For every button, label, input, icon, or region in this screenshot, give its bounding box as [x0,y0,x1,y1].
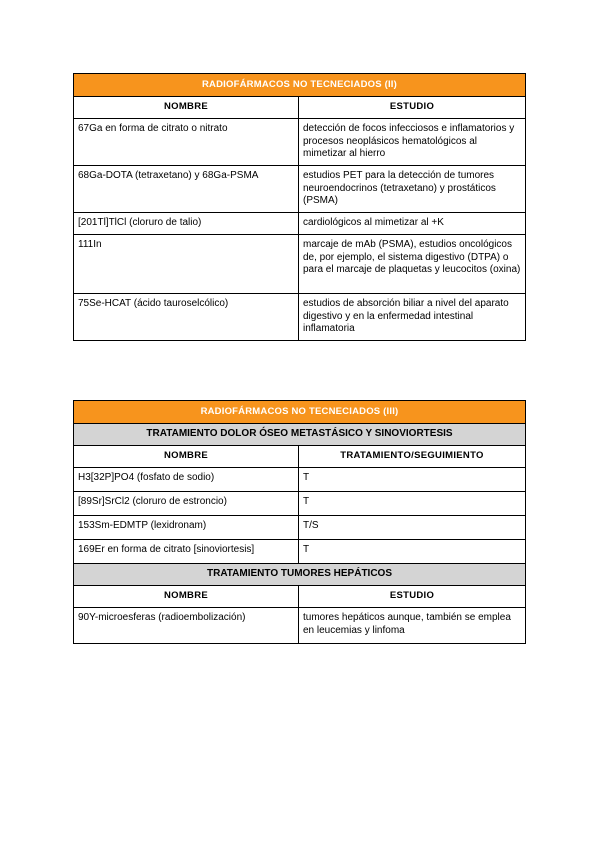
column-header-estudio: ESTUDIO [299,586,526,608]
cell-nombre: 67Ga en forma de citrato o nitrato [74,119,299,166]
cell-tratamiento: T/S [299,516,526,540]
cell-tratamiento: T [299,468,526,492]
cell-nombre: 75Se-HCAT (ácido tauroselcólico) [74,294,299,341]
column-header-estudio: ESTUDIO [299,97,526,119]
table-row [74,492,526,516]
table-row [74,119,526,166]
cell-estudio: marcaje de mAb (PSMA), estudios oncológicos de, por ejemplo, el sistema digestivo (DTPA) o para el marcaje de plaquetas y leucocitos (oxina) [299,235,526,294]
table-radiofarmacos-ii [73,73,526,341]
table-title: RADIOFÁRMACOS NO TECNECIADOS (III) [74,401,526,424]
table-row [74,540,526,564]
cell-tratamiento: T [299,540,526,564]
cell-estudio: estudios PET para la detección de tumores neuroendocrinos (tetraxetano) y prostáticos (PSMA) [299,166,526,213]
section-title-tumores-hepaticos: TRATAMIENTO TUMORES HEPÁTICOS [74,564,526,586]
table-row [74,468,526,492]
column-header-nombre: NOMBRE [74,97,299,119]
cell-nombre: H3[32P]PO4 (fosfato de sodio) [74,468,299,492]
table-radiofarmacos-iii [73,400,526,644]
table-row [74,516,526,540]
column-header-tratamiento: TRATAMIENTO/SEGUIMIENTO [299,446,526,468]
table-row [74,213,526,235]
cell-nombre: 68Ga-DOTA (tetraxetano) y 68Ga-PSMA [74,166,299,213]
table-row [74,235,526,294]
column-header-nombre: NOMBRE [74,446,299,468]
cell-nombre: 90Y-microesferas (radioembolización) [74,608,299,644]
cell-nombre: [89Sr]SrCl2 (cloruro de estroncio) [74,492,299,516]
cell-nombre: [201Tl]TlCl (cloruro de talio) [74,213,299,235]
cell-estudio: estudios de absorción biliar a nivel del aparato digestivo y en la enfermedad intestinal inflamatoria [299,294,526,341]
cell-nombre: 111In [74,235,299,294]
cell-nombre: 169Er en forma de citrato [sinoviortesis] [74,540,299,564]
cell-estudio: tumores hepáticos aunque, también se emplea en leucemias y linfoma [299,608,526,644]
column-header-nombre: NOMBRE [74,586,299,608]
table-row [74,166,526,213]
table-row [74,608,526,644]
cell-estudio: cardiológicos al mimetizar al +K [299,213,526,235]
cell-tratamiento: T [299,492,526,516]
cell-nombre: 153Sm-EDMTP (lexidronam) [74,516,299,540]
table-title: RADIOFÁRMACOS NO TECNECIADOS (II) [74,74,526,97]
table-row [74,294,526,341]
cell-estudio: detección de focos infecciosos e inflamatorios y procesos neoplásicos hematológicos al mimetizar al hierro [299,119,526,166]
section-title-dolor-oseo: TRATAMIENTO DOLOR ÓSEO METASTÁSICO Y SINOVIORTESIS [74,424,526,446]
